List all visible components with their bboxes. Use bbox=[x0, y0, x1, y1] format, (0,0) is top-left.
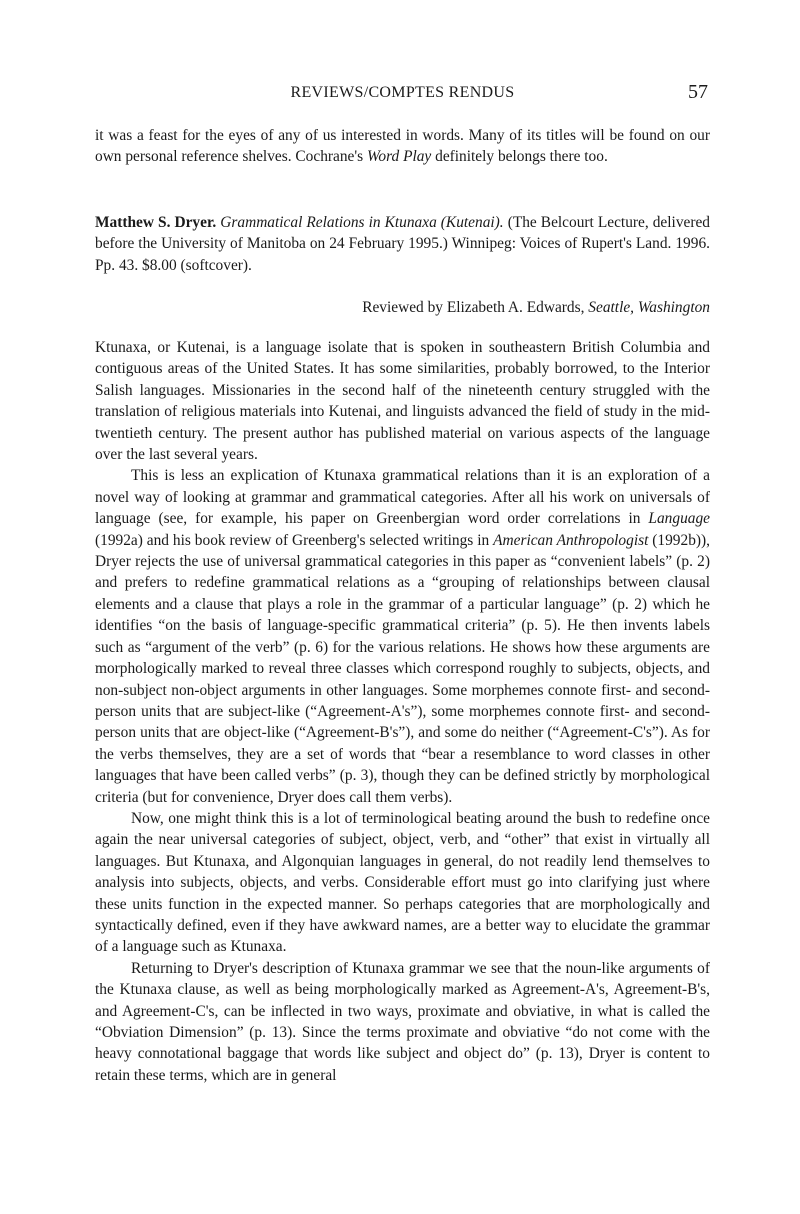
paragraph-2 bbox=[95, 465, 710, 808]
paragraph-2-part-b: (1992a) and his book review of Greenberg's selected writings in bbox=[95, 531, 494, 549]
paragraph-1: Ktunaxa, or Kutenai, is a language isolate that is spoken in southeastern British Columbia and contiguous areas of the United States. It has some similarities, probably borrowed, to the Interior Salish languages. Missionaries in the second half of the nineteenth century struggled with the translation of religious materials into Kutenai, and linguists advanced the field of study in the mid-twentieth century. The present author has published material on various aspects of the language over the last several years. bbox=[95, 339, 710, 464]
review-citation bbox=[95, 212, 710, 276]
previous-review-ending bbox=[95, 125, 710, 168]
paragraph-3: Now, one might think this is a lot of terminological beating around the bush to redefine once again the near universal categories of subject, object, verb, and “other” that exist in virtually all languages. But Ktunaxa, and Algonquian languages in general, do not readily lend themselves to analysis into subjects, objects, and verbs. Considerable effort must go into clarifying just where these units function in the expected manner. So perhaps categories that are morphologically and syntactically defined, even if they have awkward names, are a better way to elucidate the grammar of a language such as Ktunaxa. bbox=[95, 809, 710, 956]
running-title: REVIEWS/COMPTES RENDUS bbox=[290, 84, 515, 101]
page-number: 57 bbox=[688, 81, 708, 103]
paragraph-4: Returning to Dryer's description of Ktunaxa grammar we see that the noun-like arguments of the Ktunaxa clause, as well as being morphologically marked as Agreement-A's, Agreement-B's, and Agreement-C's, can be inflected in two ways, proximate and obviative, in what is called the “Obviation Dimension” (p. 13). Since the terms proximate and obviative “do not come with the heavy connotational baggage that words like subject and object do” (p. 13), Dryer is content to retain these terms, which are in general bbox=[95, 959, 710, 1084]
paragraph-2-part-c: (1992b)), Dryer rejects the use of universal grammatical categories in this paper as “convenient labels” (p. 2) and prefers to redefine grammatical relations as a “grouping of relationships between clausal elements and a clause that plays a role in the grammar of a particular language” (p. 2) which he identifies “on the basis of language-specific grammatical criteria” (p. 5). He then invents labels such as “argument of the verb” (p. 6) for the various relations. He shows how these arguments are morphologically marked to reveal three classes which correspond roughly to subjects, objects, and non-subject non-object arguments in other languages. Some morphemes connote first- and second-person units that are subject-like (“Agreement-A's”), some morphemes connote first- and second-person units that are object-like (“Agreement-B's”), and some do neither (“Agreement-C's”). As for the verbs themselves, they are a set of words that “bear a resemblance to word classes in other languages that have been called verbs” (p. 3), though they can be defined strictly by morphological criteria (but for convenience, Dryer does call them verbs). bbox=[95, 531, 710, 806]
paragraph-2-part-a: This is less an explication of Ktunaxa grammatical relations than it is an exploration of a novel way of looking at grammar and grammatical categories. After all his work on universals of language (see, for example, his paper on Greenbergian word order correlations in bbox=[95, 467, 710, 528]
journal-language: Language bbox=[648, 510, 710, 528]
citation-paragraph bbox=[95, 212, 710, 276]
byline-paragraph bbox=[95, 297, 710, 318]
reviewer-byline bbox=[95, 297, 710, 318]
review-body bbox=[95, 337, 710, 1086]
continuation-paragraph bbox=[95, 125, 710, 168]
book-title: Grammatical Relations in Ktunaxa (Kutenai). bbox=[220, 214, 504, 231]
reviewer-name: Reviewed by Elizabeth A. Edwards, bbox=[362, 299, 589, 316]
journal-american-anthropologist: American Anthropologist bbox=[493, 531, 649, 549]
book-details: (The Belcourt Lecture, delivered before the University of Manitoba on 24 February 1995.) Winnipeg: Voices of Rupert's Land. 1996. Pp. 43. $8.00 (softcover). bbox=[95, 214, 710, 274]
book-title-word-play: Word Play bbox=[367, 148, 432, 166]
continuation-text: it was a feast for the eyes of any of us interested in words. Many of its titles will be found on our own personal reference shelves. Cochrane's bbox=[95, 127, 710, 166]
reviewer-location: Seattle, Washington bbox=[588, 299, 710, 316]
running-head bbox=[95, 81, 710, 106]
book-author: Matthew S. Dryer. bbox=[95, 214, 217, 231]
continuation-end: definitely belongs there too. bbox=[431, 148, 608, 166]
